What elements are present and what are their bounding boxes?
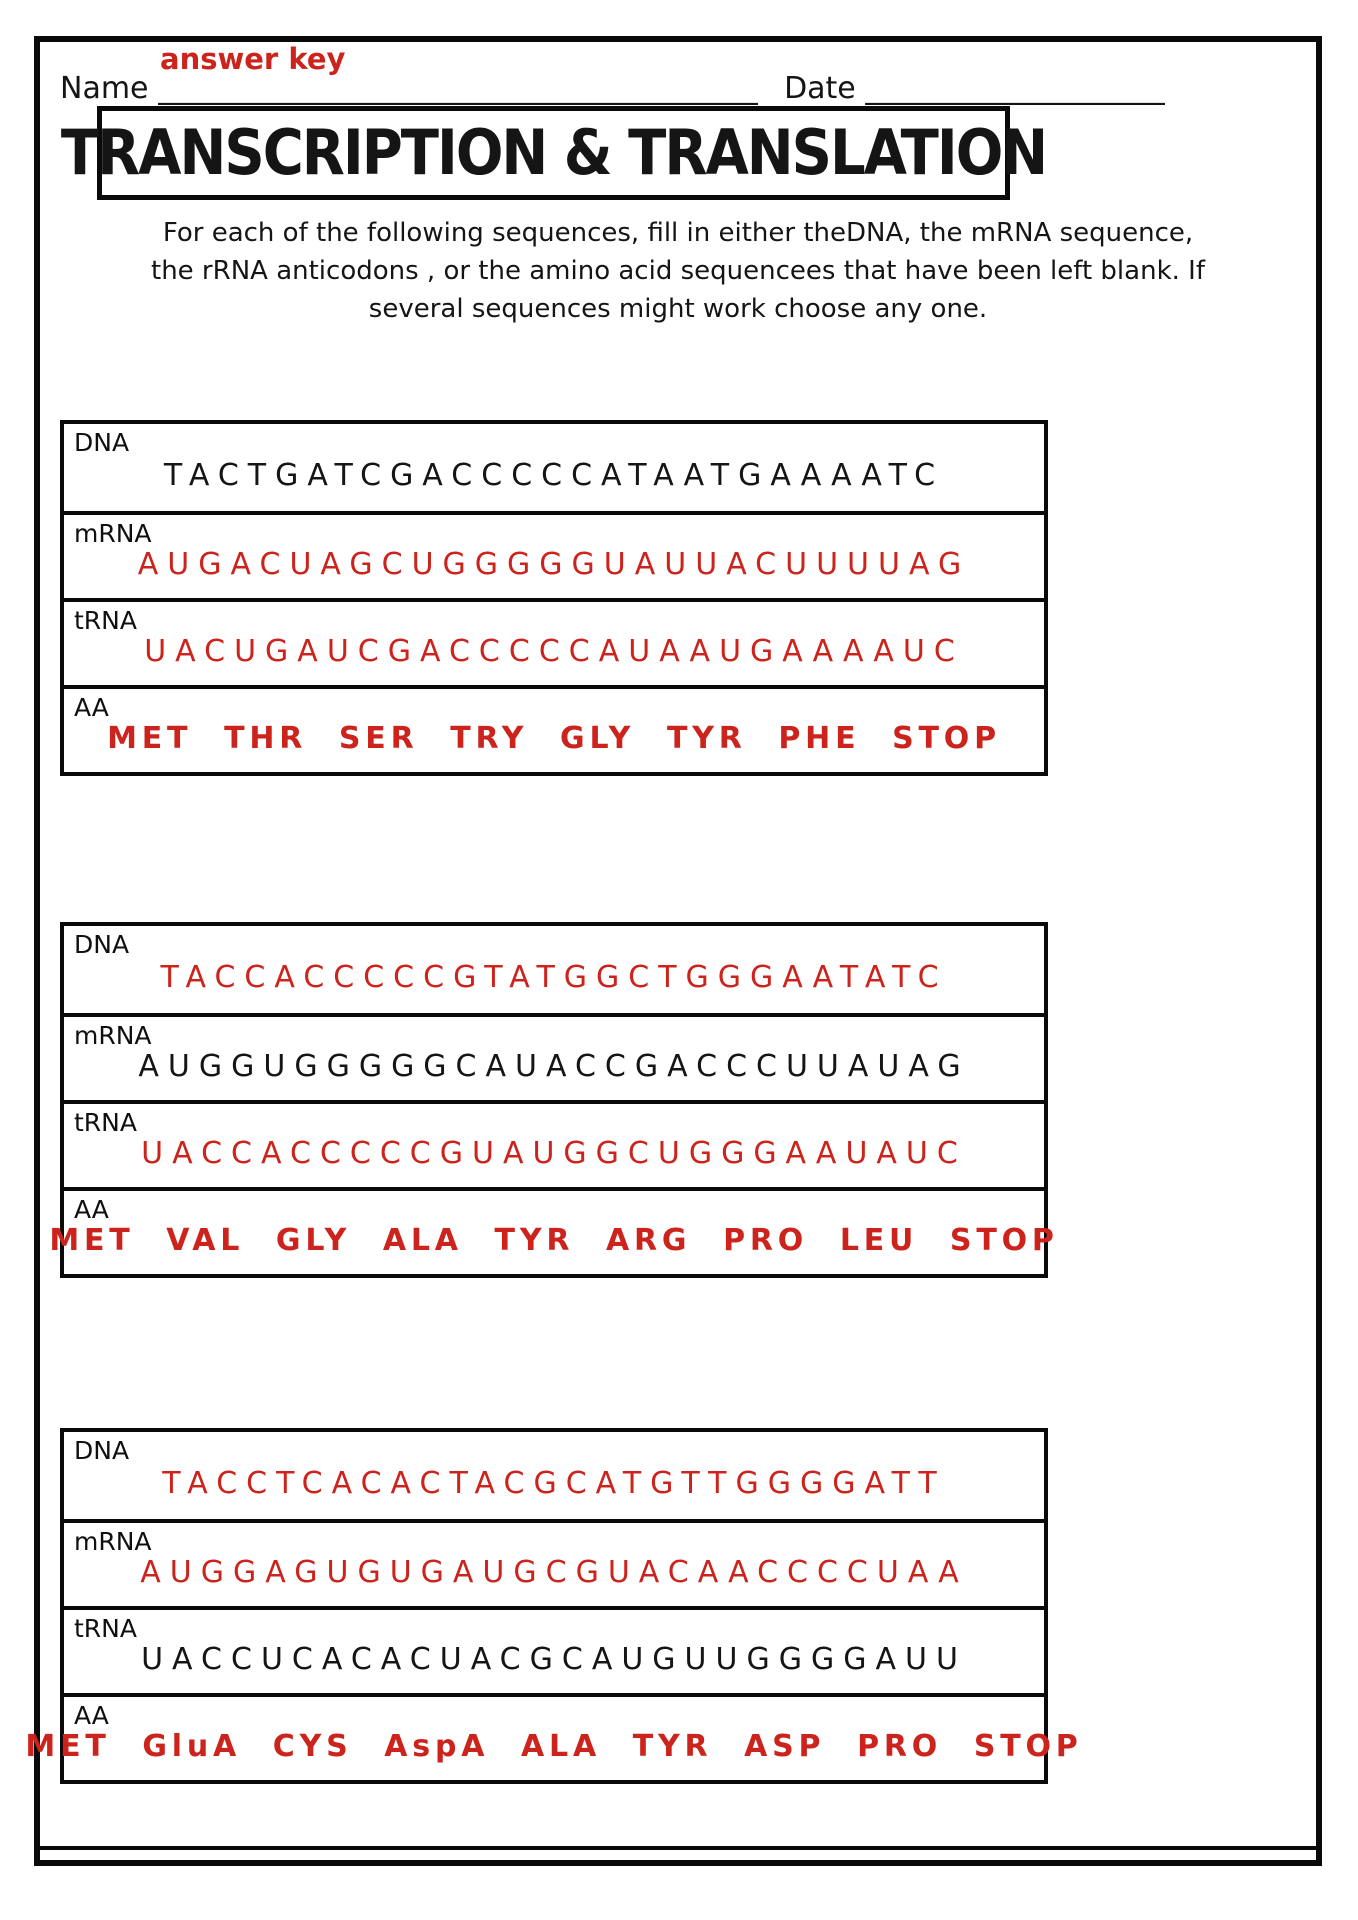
worksheet-title: TRANSCRIPTION & TRANSLATION [60,116,1047,190]
table-row [64,511,1044,598]
sequence-table-1 [60,420,1048,776]
row-label: tRNA [74,606,137,635]
sequence-text: UACCUCACACUACGCAUGUUGGGGAUU [141,1642,967,1677]
row-label: DNA [74,428,130,457]
table-row [25,1693,1083,1780]
row-label: mRNA [74,519,152,548]
table-row [49,1187,1059,1274]
sequence-text: AUGGUGGGGGCAUACCGACCCUUAUAG [138,1049,970,1084]
row-label: mRNA [74,1021,152,1050]
row-label: tRNA [74,1614,137,1643]
table-row [64,1013,1044,1100]
row-label: AA [74,693,109,722]
sequence-text: UACUGAUCGACCCCCAUAAUGAAAAUC [144,634,964,669]
instructions-text: For each of the following sequences, fill in either theDNA, the mRNA sequence, the rRNA anticodons , or the amino acid sequencees that have been left blank. If several sequences might work choose any one. [151,218,1205,324]
name-label: Name [60,71,149,106]
table-row [64,1519,1044,1606]
sequence-text: TACCACCCCCGTATGGCTGGGAATATC [160,960,948,995]
table-row [64,926,1044,1013]
row-label: tRNA [74,1108,137,1137]
row-label: AA [74,1701,109,1730]
date-label: Date [784,71,856,106]
table-row [64,1606,1044,1693]
sequence-text: MET VAL GLY ALA TYR ARG PRO LEU STOP [49,1223,1059,1258]
title-box [60,106,1047,200]
answer-key-handwriting: answer key [160,42,346,76]
sequence-text: TACTGATCGACCCCCATAATGAAAATC [163,458,945,493]
sequence-text: TACCTCACACTACGCATGTTGGGGATT [162,1466,946,1501]
table-row [64,424,1044,511]
row-label: AA [74,1195,109,1224]
date-line: ____________________ [865,71,1166,106]
row-label: DNA [74,930,130,959]
sequence-table-3 [25,1428,1083,1784]
sequence-text: AUGACUAGCUGGGGGUAUUACUUUUAG [137,547,971,582]
table-row [64,598,1044,685]
sequence-text: MET THR SER TRY GLY TYR PHE STOP [107,721,1001,756]
sequence-text: MET GluA CYS AspA ALA TYR ASP PRO STOP [25,1729,1083,1764]
date-group [784,71,1165,106]
page-frame [25,36,1322,1866]
row-label: mRNA [74,1527,152,1556]
sequence-text: AUGGAGUGUGAUGCGUACAACCCCUAA [140,1555,968,1590]
table-row [64,1100,1044,1187]
row-label: DNA [74,1436,130,1465]
sequence-text: UACCACCCCCGUAUGGCUGGGAAUAUC [141,1136,967,1171]
table-row [64,685,1044,772]
name-line: ________________________________________ [158,71,759,106]
table-row [64,1432,1044,1519]
sequence-table-2 [49,922,1059,1278]
bottom-rule [40,1846,1316,1850]
